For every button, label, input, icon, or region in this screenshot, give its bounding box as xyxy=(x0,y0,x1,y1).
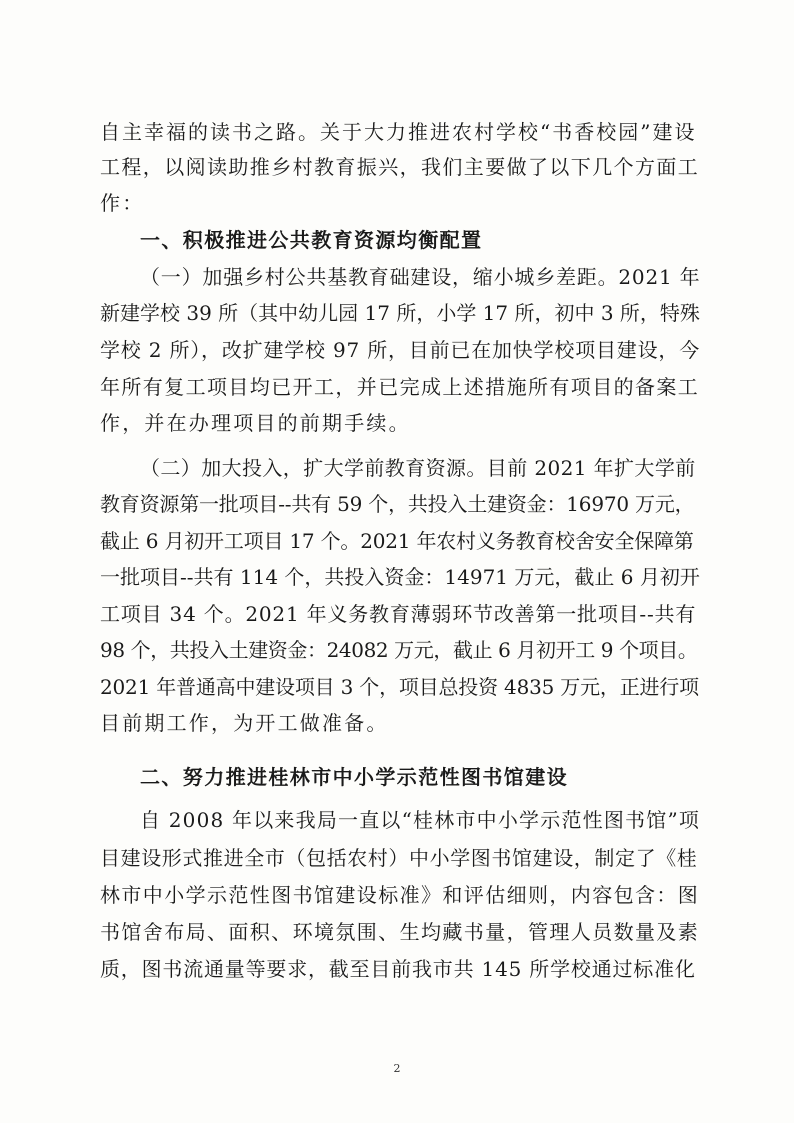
section-heading-1: 一、积极推进公共教育资源均衡配置 xyxy=(140,228,483,252)
text-line: 自主幸福的读书之路。关于大力推进农村学校“书香校园”建设 xyxy=(100,120,697,144)
text-line: 自 2008 年以来我局一直以“桂林市中小学示范性图书馆”项 xyxy=(140,808,701,832)
text-line: 新建学校 39 所（其中幼儿园 17 所，小学 17 所，初中 3 所，特殊 xyxy=(100,301,700,325)
text-line: 目前期工作，为开工做准备。 xyxy=(100,711,389,735)
text-line: 学校 2 所），改扩建学校 97 所，目前已在加快学校项目建设，今 xyxy=(100,338,701,362)
text-line: （一）加强乡村公共基教育础建设，缩小城乡差距。2021 年 xyxy=(140,265,701,289)
page-number: 2 xyxy=(393,1062,401,1075)
text-line: 作，并在办理项目的前期手续。 xyxy=(100,411,411,435)
text-line: 98 个，共投入土建资金：24082 万元，截止 6 月初开工 9 个项目。 xyxy=(100,638,698,662)
text-line: 作： xyxy=(100,191,145,215)
text-line: 工程，以阅读助推乡村教育振兴，我们主要做了以下几个方面工 xyxy=(100,155,700,179)
text-line: 截止 6 月初开工项目 17 个。2021 年农村义务教育校舍安全保障第 xyxy=(100,529,694,553)
text-line: 书馆舍布局、面积、环境氛围、生均藏书量，管理人员数量及素 xyxy=(100,920,700,944)
text-line: 年所有复工项目均已开工，并已完成上述措施所有项目的备案工 xyxy=(100,375,700,399)
text-line: 工项目 34 个。2021 年义务教育薄弱环节改善第一批项目--共有 xyxy=(100,602,697,626)
text-line: 质，图书流通量等要求，截至目前我市共 145 所学校通过标准化 xyxy=(100,957,696,981)
section-heading-2: 二、努力推进桂林市中小学示范性图书馆建设 xyxy=(140,765,568,789)
text-line: 林市中小学示范性图书馆建设标准》和评估细则，内容包含：图 xyxy=(100,883,700,907)
text-line: 教育资源第一批项目--共有 59 个，共投入土建资金：16970 万元， xyxy=(100,492,695,516)
text-line: 一批项目--共有 114 个，共投入资金：14971 万元，截止 6 月初开 xyxy=(100,565,700,589)
text-line: 目建设形式推进全市（包括农村）中小学图书馆建设，制定了《桂 xyxy=(100,846,698,870)
text-line: 2021 年普通高中建设项目 3 个，项目总投资 4835 万元，正进行项 xyxy=(100,675,699,699)
text-line: （二）加大投入，扩大学前教育资源。目前 2021 年扩大学前 xyxy=(140,456,696,480)
